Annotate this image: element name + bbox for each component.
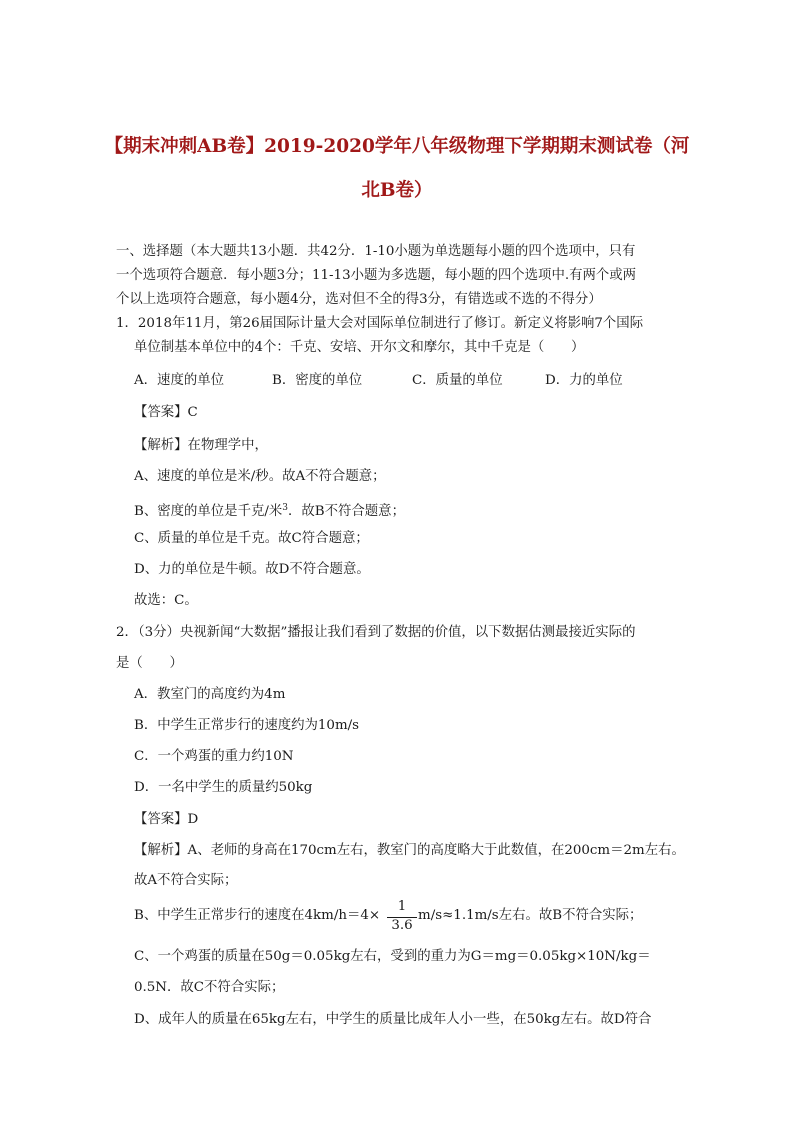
question-1-answer: 【答案】C (134, 405, 198, 420)
question-1-analysis-b-text: B、密度的单位是千克/米 (134, 504, 283, 519)
question-1-analysis-b (134, 499, 405, 521)
section-instructions-line-1: 一、选择题（本大题共13小题．共42分．1-10小题为单选题每小题的四个选项中，只有 (116, 244, 636, 259)
section-instructions-line-3: 个以上选项符合题意，每小题4分，选对但不全的得3分，有错选或不选的不得分） (116, 292, 602, 307)
question-2-analysis-b-prefix: B、中学生正常步行的速度在4km/h＝4× (134, 908, 381, 923)
question-2-option-c: C．一个鸡蛋的重力约10N (134, 749, 294, 764)
question-2-stem-line-1: 2．（3分）央视新闻“大数据”播报让我们看到了数据的价值，以下数据估测最接近实际的 (116, 625, 636, 640)
question-1-option-a: A．速度的单位 (134, 373, 225, 388)
fraction-numerator: 1 (397, 899, 407, 914)
question-1-conclusion: 故选：C。 (134, 593, 198, 608)
question-1-analysis-b-tail: ．故B不符合题意； (288, 504, 405, 519)
question-1-option-b: B．密度的单位 (272, 373, 363, 388)
question-2-analysis-c-line-1: C、一个鸡蛋的质量在50g＝0.05kg左右，受到的重力为G＝mg＝0.05kg×10N/kg＝ (134, 949, 651, 964)
fraction-denominator: 3.6 (391, 918, 413, 933)
question-2-option-a: A．教室门的高度约为4m (134, 687, 286, 702)
question-1-analysis-intro: 【解析】在物理学中， (134, 438, 268, 453)
question-2-stem-line-2: 是（ ） (116, 656, 183, 671)
document-title-line-2: 北B卷） (361, 180, 433, 201)
question-2-option-d: D．一名中学生的质量约50kg (134, 780, 313, 795)
question-2-analysis-d-line-1: D、成年人的质量在65kg左右，中学生的质量比成年人小一些，在50kg左右。故D符合 (134, 1012, 652, 1027)
question-2-analysis-a-line-2: 故A不符合实际； (134, 873, 238, 888)
question-1-analysis-c: C、质量的单位是千克。故C符合题意； (134, 531, 369, 546)
cube-exponent: 3 (282, 503, 288, 513)
question-1-stem-line-2: 单位制基本单位中的4个：千克、安培、开尔文和摩尔，其中千克是（ ） (134, 340, 585, 355)
question-1-option-d: D．力的单位 (545, 373, 623, 388)
question-1-analysis-a: A、速度的单位是米/秒。故A不符合题意； (134, 469, 386, 484)
document-title-line-1: 【期末冲刺AB卷】2019-2020学年八年级物理下学期期末测试卷（河 (104, 136, 690, 157)
question-1-analysis-d: D、力的单位是牛顿。故D不符合题意。 (134, 562, 370, 577)
question-1-stem-line-1: 1．2018年11月，第26届国际计量大会对国际单位制进行了修订。新定义将影响7个国际 (116, 316, 644, 331)
question-2-answer: 【答案】D (134, 812, 199, 827)
question-2-analysis-b-suffix: m/s≈1.1m/s左右。故B不符合实际； (418, 908, 643, 923)
question-2-analysis-c-line-2: 0.5N．故C不符合实际； (134, 980, 285, 995)
question-1-option-c: C．质量的单位 (412, 373, 503, 388)
section-instructions-line-2: 一个选项符合题意．每小题3分；11-13小题为多选题，每小题的四个选项中.有两个或两 (116, 268, 637, 283)
question-2-option-b: B．中学生正常步行的速度约为10m/s (134, 718, 360, 733)
question-2-analysis-a-line-1: 【解析】A、老师的身高在170cm左右，教室门的高度略大于此数值，在200cm＝2m左右。 (134, 843, 685, 858)
